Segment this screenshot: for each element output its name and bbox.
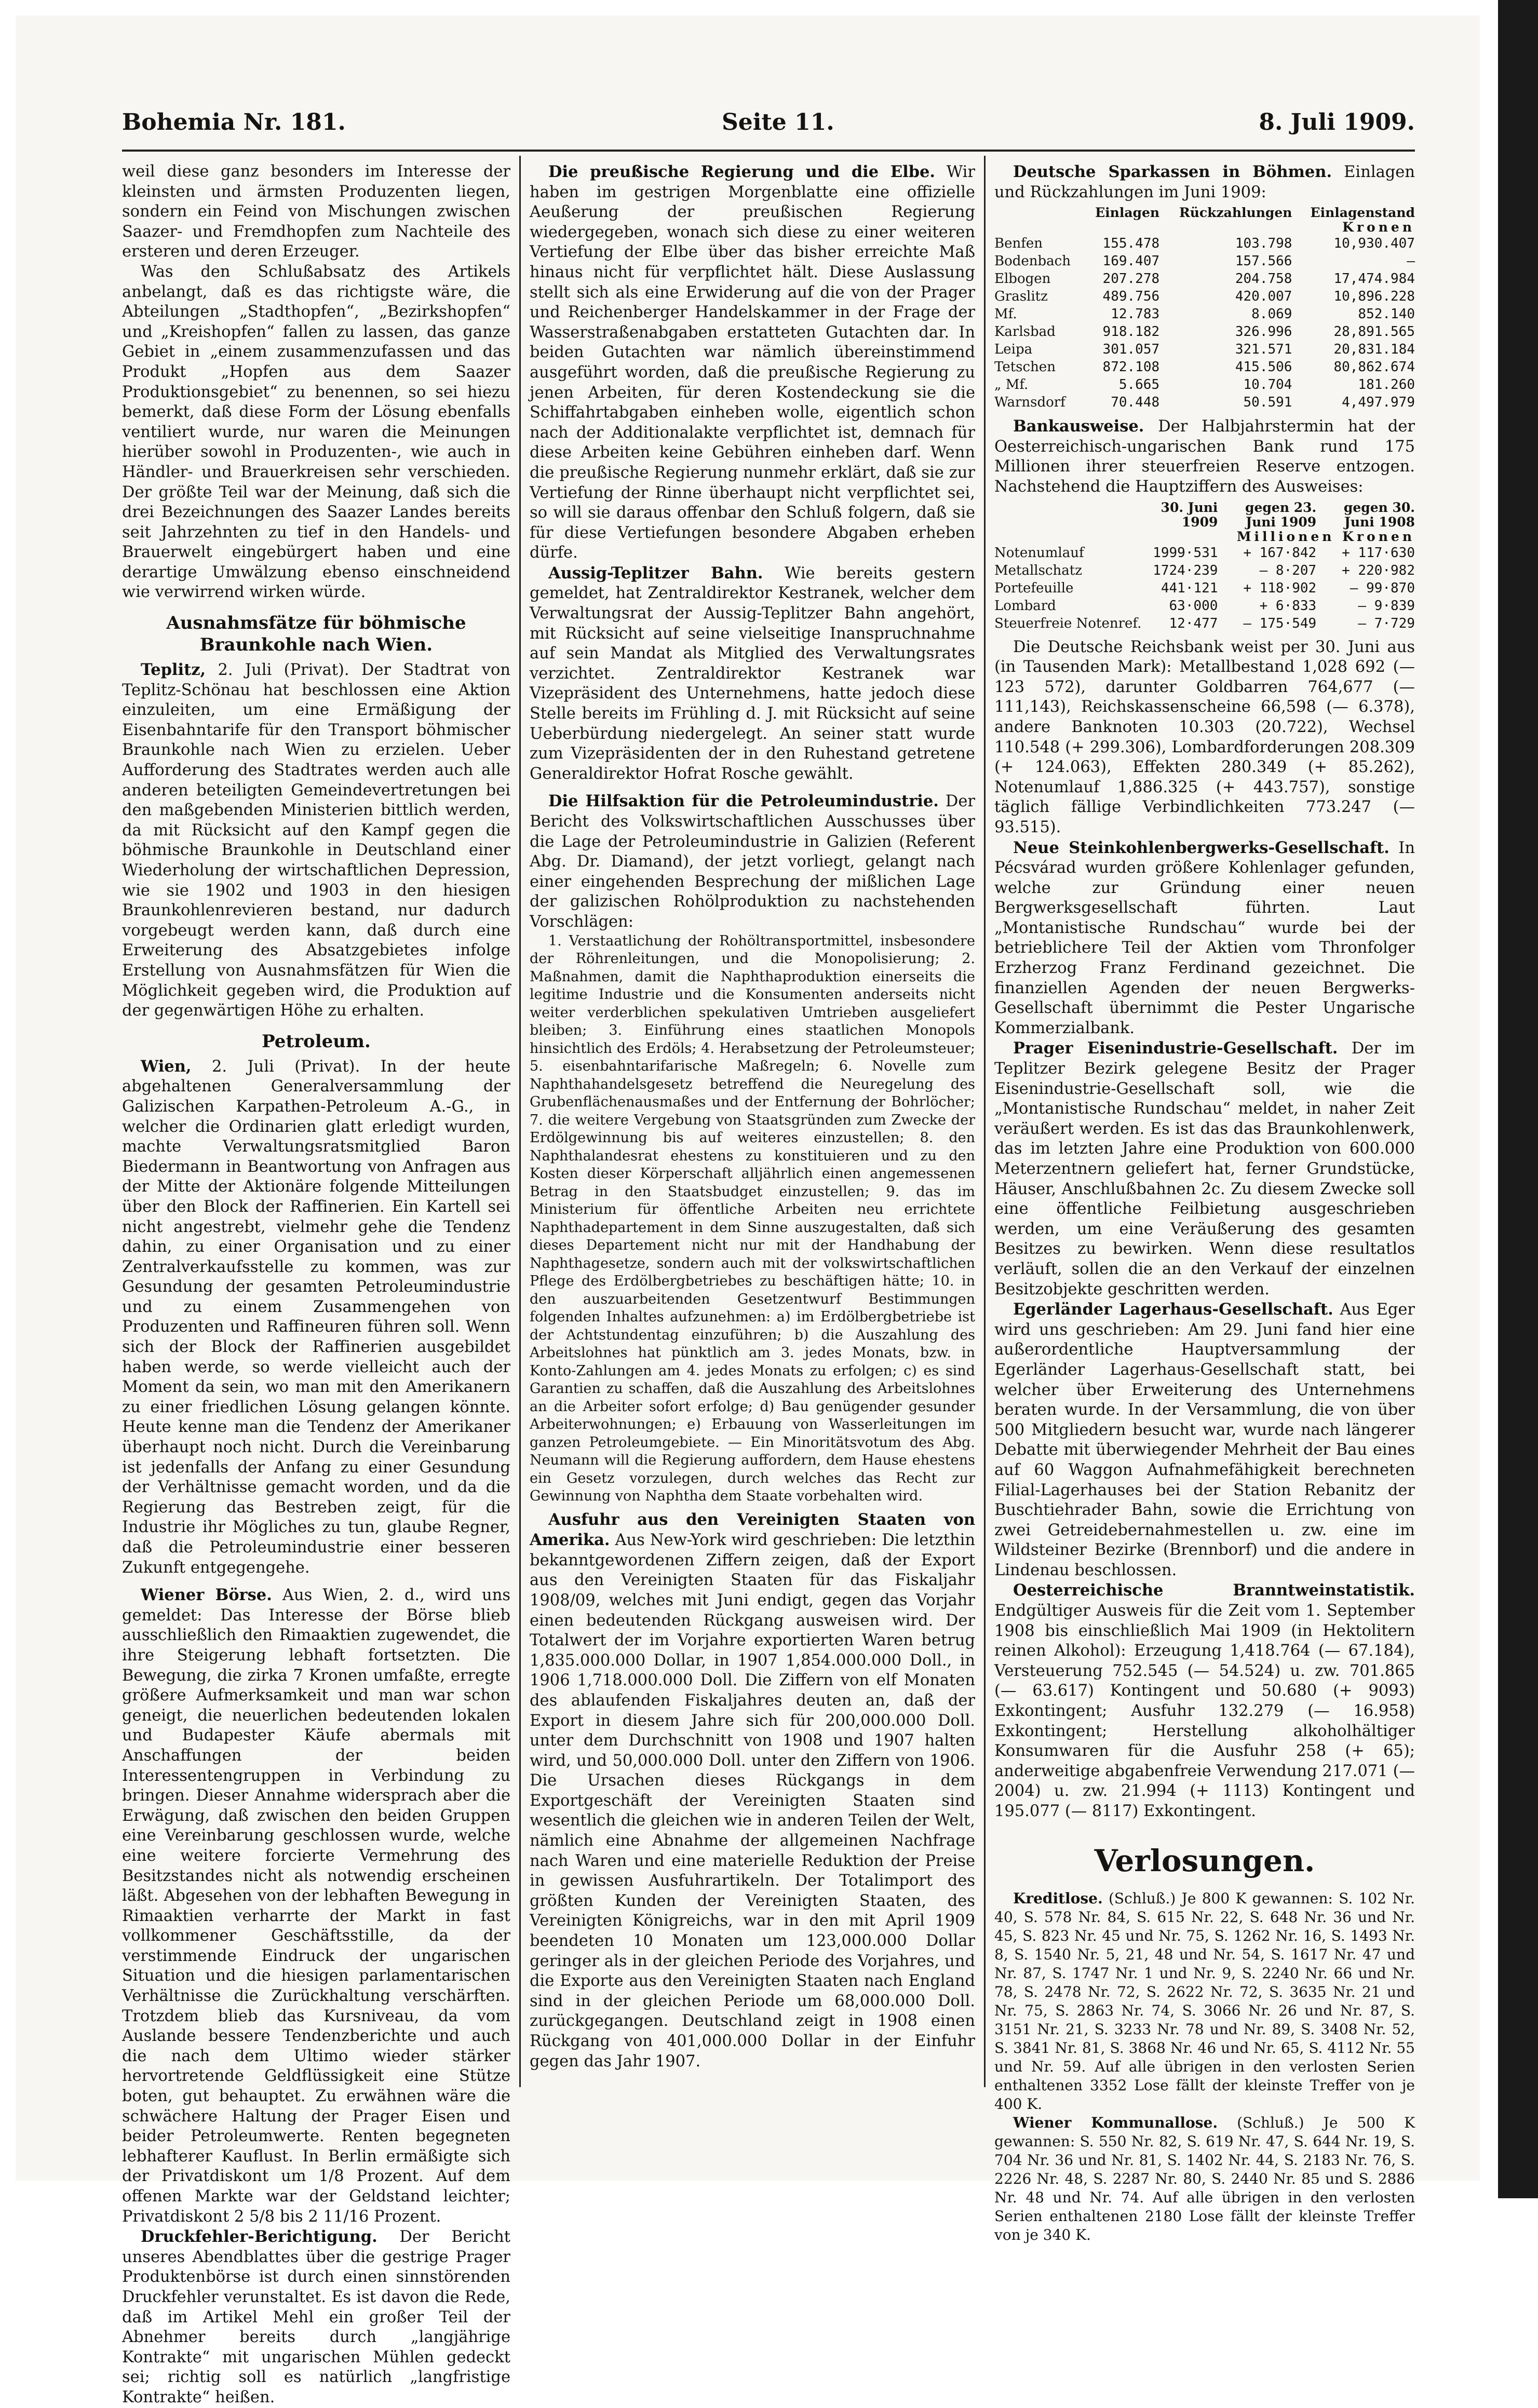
dateline: Wien, [141,1057,192,1076]
article-lead: Wiener Börse. [141,1586,272,1605]
table-cell: 63·000 [1169,598,1218,614]
table-cell: 12·477 [1169,615,1218,631]
section-heading: Verlosungen. [1094,1843,1315,1878]
table-header: Einlagenstand [1310,205,1415,221]
table-cell: 10,930.407 [1333,236,1415,252]
table-cell: 918.182 [1102,324,1160,340]
newspaper-issue: Bohemia Nr. 181. [122,109,346,136]
table-row [994,597,1415,615]
table-cell: + 220·982 [1342,562,1415,578]
table-row [994,615,1415,632]
article-paragraph: Was den Schlußabsatz des Artikels anbelangt, daß es das richtigste wäre, die Abteilungen „Stadthopfen“, „Bezirkshopfen“ und „Kreishopfen“ fallen zu lassen, das ganze Gebiet in „einem zusammenzufassen und das Produkt „Hopfen aus dem Saazer Produktionsgebiet“ zu benennen, so sei hiezu bemerkt, daß diese Form der Lösung ebenfalls ventiliert wurde, nur waren die Meinungen hierüber sowohl in Produzenten-, wie auch in Händler- und Brauerkreisen sehr verschieden. Der größte Teil war der Meinung, daß sich die drei Bezeichnungen des Saazer Landes bereits seit Jahrzehnten zu tief in den Handels- und Brauerwelt eingebürgert haben und eine derartige Umwälzung ebenso einschneidend wie verwirrend wirken würde. [122,262,510,602]
sparkassen-table [994,206,1415,411]
table-header [994,206,1084,220]
table-cell: + 117·630 [1342,545,1415,561]
table-header: gegen 23. Juni 1909 [1245,499,1317,530]
article-text: In Pécsvárad wurden größere Kohlenlager gefunden, welche zur Gründung einer neuen Bergwerksgesellschaft führten. Laut „Montanistische Rundschau“ wurde bei der betrieblichere Teil der Aktien vom Thronfolger Erzherzog Franz Ferdinand gezeichnet. Die finanziellen Agenden der neuen Bergwerks-Gesellschaft übernimmt die Pester Ungarische Kommerzialbank. [994,838,1415,1037]
bank-rows [994,544,1415,632]
table-cell: 326.996 [1235,324,1292,340]
row-label: Leipa [994,342,1033,358]
row-label: Notenumlauf [994,545,1084,561]
table-row [994,288,1415,305]
table-cell: 17,474.984 [1333,271,1415,287]
table-row [994,235,1415,252]
table-cell: 872.108 [1102,359,1160,375]
column-middle [530,162,975,2093]
article-paragraph [994,1300,1415,1580]
article-paragraph [530,563,975,784]
table-cell: 50.591 [1243,395,1292,411]
table-cell: — 99·870 [1350,580,1415,596]
article-list: 1. Verstaatlichung der Rohöltransportmittel, insbesondere der Röhrenleitungen, und die Monopolisierung; 2. Maßnahmen, damit die Naphthaproduktion einerseits die legitime Industrie und die Konsumenten anderseits nicht weiter verderblichen spekulativen Umtrieben ausgeliefert bleiben; 3. Einführung eines staatlichen Monopols hinsichtlich des Erdöls; 4. Herabsetzung der Petroleumsteuer; 5. eisenbahntarifarische Maßregeln; 6. Novelle zum Naphthahandelsgesetz betreffend die Neuregelung des Grubenflächenausmaßes und der Entfernung der Bohrlöcher; 7. die weitere Vergebung von Staatsgründen zum Zwecke der Erdölgewinnung bis auf weiteres einzustellen; 8. den Naphthalandesrat ehestens zu konstituieren und zu den Kosten dieser Körperschaft alljährlich einen angemessenen Betrag in den Staatsbudget einzustellen; 9. das im Ministerium für öffentliche Arbeiten neu errichtete Naphthadepartement in dem Sinne auszugestalten, daß sich dieses Departement nicht nur mit der Handhabung der Naphthagesetze, sondern auch mit der volkswirtschaftlichen Pflege des Erdölbergbetriebes zu beschäftigen hätte; 10. in den auszuarbeitenden Gesetzentwurf Bestimmungen folgenden Inhaltes aufzunehmen: a) im Erdölbergbetriebe ist der Achtstundentag einzuführen; b) die Auszahlung des Arbeitslohnes hat pünktlich am 3. jedes Monats, bzw. in Konto-Zahlungen am 4. jedes Monats zu erfolgen; c) es sind Garantien zu schaffen, daß die Auszahlung des Arbeitslohnes an die Arbeiter sofort erfolge; d) Bau genügender gesunder Arbeiterwohnungen; e) Erbauung von Wasserleitungen im ganzen Petroleumgebiete. — Ein Minoritätsvotum des Abg. Neumann will die Regierung auffordern, dem Hause ehestens ein Gesetz vorzulegen, durch welches das Recht zur Gewinnung von Naphtha dem Staate vorbehalten wird. [530,932,975,1505]
row-label: Mf. [994,306,1017,322]
row-label: Steuerfreie Notenref. [994,615,1142,631]
table-row [994,305,1415,323]
page-number: Seite 11. [722,109,834,136]
table-cell: 155.478 [1102,236,1160,252]
table-units: Kronen [1342,220,1415,235]
article-lead: Neue Steinkohlenbergwerks-Gesellschaft. [1013,838,1389,857]
table-cell: 301.057 [1102,342,1160,358]
article-paragraph [994,838,1415,1039]
table-row [994,544,1415,562]
table-cell: — 7·729 [1358,615,1415,631]
sparkassen-rows [994,235,1415,411]
table-cell: + 118·902 [1243,580,1317,596]
bank-table [994,500,1415,632]
table-cell: — 8·207 [1259,562,1317,578]
table-row [994,323,1415,341]
article-lead: Prager Eisenindustrie-Gesellschaft. [1013,1039,1338,1058]
article-lead: Egerländer Lagerhaus-Gesellschaft. [1013,1300,1333,1319]
table-units: Millionen Kronen [1236,529,1415,544]
header-rule [122,150,1415,152]
table-cell: — 9·839 [1358,598,1415,614]
table-header: gegen 30. Juni 1908 [1343,499,1415,530]
article-text: Der Bericht unseres Abendblattes über die gestrige Prager Produktenbörse ist durch einen sinnstörenden Druckfehler verunstaltet. Es ist davon die Rede, daß im Artikel Mehl ein großer Teil der Abnehmer bereits durch „langjährige Kontrakte“ mit ungarischen Mühlen gedeckt sei; richtig soll es natürlich „langfristige Kontrakte“ heißen. [122,2228,510,2406]
row-label: Elbogen [994,271,1051,287]
article-text: Der Bericht des Volkswirtschaftlichen Ausschusses über die Lage der Petroleumindustrie in Galizien (Referent Abg. Dr. Diamand), der jetzt vorliegt, gelangt nach einer eingehenden Besprechung der mißlichen Lage der galizischen Rohölproduktion zu nachstehenden Vorschlägen: [530,792,975,931]
table-cell: 70.448 [1111,395,1160,411]
table-cell: 10.704 [1243,377,1292,393]
row-label: Benfen [994,236,1043,252]
column-divider [984,156,986,2087]
article-text: 2. Juli (Privat). Der Stadtrat von Teplitz-Schönau hat beschlossen eine Aktion einzuleiten, um eine Ermäßigung der Eisenbahntarife für den Transport böhmischer Braunkohle nach Wien zu erzielen. Ueber Aufforderung des Stadtrates werden auch alle anderen beteiligten Gemeindevertretungen bei den maßgebenden Ministerien bittlich werden, da mit Rücksicht auf den Kampf gegen die böhmische Braunkohle in Deutschland einer Wiederholung der wirtschaftlichen Depression, wie sie 1902 und 1903 in den hiesigen Braunkohlenrevieren bestand, nur dadurch vorgebeugt werden kann, daß durch eine Erweiterung des Absatzgebietes infolge Erstellung von Ausnahmsfätzen für Wien die Möglichkeit gegeben wird, die Produktion auf der gegenwärtigen Höhe zu erhalten. [122,661,510,1020]
table-row [994,394,1415,411]
scan-border [1498,0,1538,2198]
row-label: Warnsdorf [994,395,1065,411]
article-text: (Schluß.) Je 800 K gewannen: S. 102 Nr. 40, S. 578 Nr. 84, S. 615 Nr. 22, S. 648 Nr. 36 und Nr. 45, S. 823 Nr. 45 und Nr. 75, S. 1262 Nr. 16, S. 1493 Nr. 8, S. 1540 Nr. 5, 21, 48 und Nr. 54, S. 1617 Nr. 47 und Nr. 87, S. 1747 Nr. 1 und Nr. 9, S. 2240 Nr. 66 und Nr. 78, S. 2478 Nr. 72, S. 2622 Nr. 72, S. 3635 Nr. 21 und Nr. 75, S. 2863 Nr. 74, S. 3066 Nr. 26 und Nr. 87, S. 3151 Nr. 21, S. 3233 Nr. 78 und Nr. 89, S. 3408 Nr. 52, S. 3841 Nr. 81, S. 3868 Nr. 46 und Nr. 65, S. 4112 Nr. 55 und Nr. 59. Auf alle übrigen in den verlosten Serien enthaltenen 3352 Lose fällt der kleinste Treffer von je 400 K. [994,1889,1415,2113]
article-lead: Oesterreichische Branntweinstatistik. [1013,1581,1415,1600]
table-row [994,562,1415,579]
table-cell: 12.783 [1111,306,1160,322]
row-label: Bodenbach [994,253,1071,269]
article-paragraph: Die Deutsche Reichsbank weist per 30. Juni aus (in Tausenden Mark): Metallbestand 1,028 692 (— 123 572), darunter Goldbarren 764,677 (— 111,143), Reichskassenscheine 66,598 (— 6.378), andere Banknoten 10.303 (20.722), Wechsel 110.548 (+ 299.306), Lombardforderungen 208.309 (+ 124.063), Effekten 280.349 (+ 85.262), Notenumlauf 1,886.325 (+ 443.757), sonstige täglich fällige Verbindlichkeiten 773.247 (— 93.515). [994,638,1415,836]
table-cell: 420.007 [1235,289,1292,305]
column-left [122,162,510,2406]
article-text: (Schluß.) Je 500 K gewannen: S. 550 Nr. 82, S. 619 Nr. 47, S. 644 Nr. 19, S. 704 Nr. 36 und Nr. 81, S. 1402 Nr. 44, S. 2183 Nr. 76, S. 2226 Nr. 48, S. 2287 Nr. 80, S. 2440 Nr. 85 und S. 2886 Nr. 48 und Nr. 74. Auf alle übrigen in den verlosten Serien enthaltenen 2180 Lose fällt der kleinste Treffer von je 340 K. [994,2114,1415,2243]
table-header-row [994,206,1415,220]
row-label: Graslitz [994,289,1048,305]
row-label: Portefeuille [994,580,1074,596]
table-cell: 207.278 [1102,271,1160,287]
table-row [994,270,1415,288]
article-paragraph [994,2114,1415,2244]
article-paragraph [530,162,975,563]
article-text: Aus Wien, 2. d., wird uns gemeldet: Das Interesse der Börse blieb ausschließlich den Rimaaktien zugewendet, die ihre Steigerung lebhaft fortsetzten. Die Bewegung, die zirka 7 Kronen umfaßte, erregte größere Aufmerksamkeit und man war schon geneigt, die neuerlichen bedeutenden lokalen und Budapester Käufe abermals mit Anschaffungen der beiden Interessentengruppen in Verbindung zu bringen. Dieser Annahme widersprach aber die Erwägung, daß zwischen den beiden Gruppen eine Vereinbarung geschlossen wurde, welche eine weitere forcierte Vermehrung des Besitzstandes nicht als notwendig erscheinen läßt. Abgesehen von der lebhaften Bewegung in Rimaaktien verharrte der Markt in fast vollkommener Geschäftsstille, da der verstimmende Eindruck der ungarischen Situation und die hiesigen parlamentarischen Verhältnisse die Zurückhaltung verschärften. Trotzdem blieb das Kursniveau, da vom Auslande bessere Tendenzberichte und auch die nach dem Ultimo wieder stärker hervortretende Geldflüssigkeit eine Stütze boten, gut behauptet. Zu erwähnen wäre die schwächere Haltung der Prager Eisen und beider Petroleumwerte. Renten begegneten lebhafterer Kauflust. In Berlin ermäßigte sich der Privatdiskont um 1/8 Prozent. Auf dem offenen Markte war der Geldstand leichter; Privatdiskont 2 5/8 bis 2 11/16 Prozent. [122,1586,510,2226]
table-cell: 169.407 [1102,253,1160,269]
article-lead: Wiener Kommunallose. [1013,2114,1218,2131]
article-paragraph [994,1580,1415,1821]
article-paragraph [122,1057,510,1578]
article-lead: Kreditlose. [1013,1889,1103,1907]
table-cell: 28,891.565 [1333,324,1415,340]
row-label: Metallschatz [994,562,1082,578]
table-header-row [994,500,1415,530]
table-row [994,376,1415,394]
article-paragraph: weil diese ganz besonders im Interesse der kleinsten und ärmsten Produzenten liegen, sondern ein Feind von Mischungen zwischen Saazer- und Fremdhopfen zum Nachteile des ersteren und deren Erzeuger. [122,163,510,261]
article-text: Wie bereits gestern gemeldet, hat Zentraldirektor Kestranek, welcher dem Verwaltungsrat der Aussig-Teplitzer Bahn angehört, mit Rücksicht auf seine vielseitige Inanspruchnahme auf sein Mandat als Mitglied des Verwaltungsrates verzichtet. Zentraldirektor Kestranek war Vizepräsident des Unternehmens, hatte jedoch diese Stelle bereits im Frühling d. J. mit Rücksicht auf seine Ueberbürdung niedergelegt. An seiner statt wurde zum Vizepräsidenten der in den Ruhestand getretene Generaldirektor Hofrat Rosche gewählt. [530,564,975,783]
table-cell: + 6·833 [1259,598,1317,614]
section-heading: Petroleum. [262,1031,371,1052]
table-row [994,358,1415,376]
article-lead: Bankausweise. [1013,417,1144,436]
row-label: Lombard [994,598,1056,614]
table-header: 30. Juni 1909 [1161,499,1218,530]
article-text: Aus New-York wird geschrieben: Die letzthin bekanntgewordenen Ziffern zeigen, daß der Export aus den Vereinigten Staaten für das Fiskaljahr 1908/09, welches mit Juni endigt, gegen das Vorjahr einen bedeutenden Rückgang ausweisen wird. Der Totalwert der im Vorjahre exportierten Waren betrug 1,835.000.000 Dollar, in 1907 1,854.000.000 Doll., in 1906 1,718.000.000 Doll. Die Ziffern von elf Monaten des ablaufenden Fiskaljahres deuten an, daß der Export in diesem Jahre sich für 200,000.000 Doll. unter dem Durchschnitt von 1908 und 1907 halten wird, und 50,000.000 Doll. unter den Ziffern von 1906. Die Ursachen dieses Rückgangs in dem Exportgeschäft der Vereinigten Staaten sind wesentlich die gleichen wie in anderen Teilen der Welt, nämlich eine Abnahme der allgemeinen Nachfrage nach Waren und eine materielle Reduktion der Preise in gewissen Ausfuhrartikeln. Der Totalimport des größten Kunden der Vereinigten Staaten, des Vereinigten Königreichs, war in den mit April 1909 beendeten 10 Monaten um 123,000.000 Dollar geringer als in der gleichen Periode des Vorjahres, und die Exporte aus den Vereinigten Staaten nach England sind in der gleichen Periode um 68,000.000 Doll. zurückgegangen. Deutschland zeigt in 1908 einen Rückgang von 401,000.000 Dollar in der Einfuhr gegen das Jahr 1907. [530,1531,975,2071]
table-row [994,252,1415,270]
table-cell: 8.069 [1251,306,1292,322]
article-text: Einlagen und Rückzahlungen im Juni 1909: [994,163,1415,201]
table-cell: 20,831.184 [1333,342,1415,358]
row-label: Tetschen [994,359,1056,375]
table-cell: 10,896.228 [1333,289,1415,305]
article-paragraph [530,1510,975,2072]
article-lead: Deutsche Sparkassen in Böhmen. [1013,163,1332,181]
article-paragraph [994,1889,1415,2114]
table-row [994,341,1415,358]
article-paragraph [122,2227,510,2407]
table-header [994,500,1141,530]
table-cell: 1724·239 [1153,562,1218,578]
table-cell: 181.260 [1358,377,1415,393]
table-cell: 157.566 [1235,253,1292,269]
column-right [994,162,1415,2243]
table-cell: + 167·842 [1243,545,1317,561]
article-paragraph [994,162,1415,202]
article-text: Aus Eger wird uns geschrieben: Am 29. Juni fand hier eine außerordentliche Hauptversammlung der Egerländer Lagerhaus-Gesellschaft statt, bei welcher über Erweiterung des Unternehmens beraten wurde. In der Versammlung, die von über 500 Mitgliedern besucht war, wurde nach längerer Debatte mit überwiegender Mehrheit der Bau eines auf 60 Waggon Aufnahmefähigkeit berechneten Filial-Lagerhauses bei der Station Rebanitz der Buschtiehrader Bahn, sowie die Errichtung von zwei Getreidebernahmestellen u. zw. eine im Wildsteiner Bezirke (Brennborf) und die andere in Lindenau beschlossen. [994,1301,1415,1579]
table-cell: 441·121 [1161,580,1218,596]
table-cell: 1999·531 [1153,545,1218,561]
article-paragraph [122,1585,510,2227]
page-header [122,109,1415,145]
table-cell: 852.140 [1358,306,1415,322]
table-cell: 204.758 [1235,271,1292,287]
table-cell: 321.571 [1235,342,1292,358]
article-lead: Aussig-Teplitzer Bahn. [548,563,763,583]
article-lead: Die Hilfsaktion für die Petroleumindustrie. [548,792,939,811]
table-cell: 5.665 [1118,377,1160,393]
table-cell: — [1407,253,1415,269]
row-label: „ Mf. [994,377,1029,393]
table-header: Rückzahlungen [1179,205,1292,221]
table-header: Einlagen [1095,205,1160,221]
table-cell: 489.756 [1102,289,1160,305]
article-lead: Druckfehler-Berichtigung. [141,2227,377,2247]
article-text: Wir haben im gestrigen Morgenblatte eine offizielle Aeußerung der preußischen Regierung wiedergegeben, wonach sich diese zu einer weiteren Vertiefung der Elbe über das bisher erreichte Maß hinaus nicht für verpflichtet hält. Diese Auslassung stellt sich als eine Erwiderung auf die von der Prager und Reichenberger Handelskammer in der Frage der Wasserstraßenabgaben erstatteten Gutachten dar. In beiden Gutachten war nämlich übereinstimmend ausgeführt worden, daß die preußische Regierung zu jenen Arbeiten, für deren Kostendeckung sie die Schiffahrtabgaben einheben wolle, eigentlich schon nach der Additionalakte verpflichtet ist, demnach für diese Arbeiten keine Gebühren einheben darf. Wenn die preußische Regierung nunmehr erklärt, daß sie zur Vertiefung der Rinne überhaupt nicht verpflichtet sei, so will sie daraus offenbar den Schluß folgern, daß sie für diese Vertiefungen besondere Abgaben erheben dürfe. [530,163,975,562]
article-paragraph [994,416,1415,497]
article-paragraph [530,791,975,932]
table-cell: 80,862.674 [1333,359,1415,375]
section-heading: Ausnahmsfätze für böhmische Braunkohle nach Wien. [166,613,466,656]
column-divider [519,156,521,2087]
article-lead: Die preußische Regierung und die Elbe. [548,163,936,181]
dateline: Teplitz, [141,660,206,680]
row-label: Karlsbad [994,324,1056,340]
table-cell: 4,497.979 [1342,395,1415,411]
table-cell: 103.798 [1235,236,1292,252]
article-text: Der Halbjahrstermin hat der Oesterreichisch-ungarischen Bank rund 175 Millionen ihrer steuerfreien Reserve entzogen. Nachstehend die Hauptziffern des Ausweises: [994,417,1415,496]
table-cell: 415.506 [1235,359,1292,375]
article-text: Der im Teplitzer Bezirk gelegene Besitz der Prager Eisenindustrie-Gesellschaft soll, wie die „Montanistische Rundschau“ meldet, in naher Zeit veräußert werden. Es ist das das Braunkohlenwerk, das im letzten Jahre eine Produktion von 600.000 Meterzentnern geliefert hat, ferner Grundstücke, Häuser, Anschlußbahnen 2c. Zu diesem Zwecke soll eine öffentliche Feilbietung ausgeschrieben werden, um eine Veräußerung des gesamten Besitzes zu bewirken. Wenn diese resultatlos verläuft, sollen die an den Verkauf der einzelnen Besitzobjekte geschritten werden. [994,1039,1415,1298]
issue-date: 8. Juli 1909. [1259,109,1415,136]
article-lead: Ausfuhr aus den Vereinigten Staaten von Amerika. [530,1510,975,1550]
article-paragraph [122,660,510,1021]
article-text: Endgültiger Ausweis für die Zeit vom 1. September 1908 bis einschließlich Mai 1909 (in Hektolitern reinen Alkohol): Erzeugung 1,418.764 (— 67.184), Versteuerung 752.545 (— 54.524) u. zw. 701.865 (— 63.617) Kontingent und 50.680 (+ 9093) Exkontingent; Ausfuhr 132.279 (— 16.958) Exkontingent; Herstellung alkoholhältiger Konsumwaren für die Ausfuhr 258 (+ 65); anderweitige abgabenfreie Verwendung 217.071 (— 2004) u. zw. 21.994 (+ 1113) Kontingent und 195.077 (— 8117) Exkontingent. [994,1602,1415,1820]
article-paragraph [994,1038,1415,1300]
table-cell: — 175·549 [1243,615,1317,631]
article-text: 2. Juli (Privat). In der heute abgehaltenen Generalversammlung der Galizischen Karpathen-Petroleum A.-G., in welcher die Ordinarien glatt erledigt wurden, machte Verwaltungsratsmitglied Baron Biedermann in Beantwortung von Anfragen aus der Mitte der Aktionäre folgende Mitteilungen über den Block der Raffinerien. Ein Kartell sei nicht angestrebt, vielmehr gehe die Tendenz dahin, zu einer Organisation und zu einer Zentralverkaufsstelle zu kommen, was zur Gesundung der gesamten Petroleumindustrie und zu einem Zusammengehen von Produzenten und Raffineuren führen soll. Wenn sich der Block der Raffinerien ausgebildet haben werde, so werde vielleicht auch der Moment da sein, wo man mit den Amerikanern zu einer friedlichen Lösung gelangen könnte. Heute kenne man die Tendenz der Amerikaner überhaupt noch nicht. Durch die Vereinbarung ist jedenfalls der Anfang zu einer Gesundung der Verhältnisse gemacht worden, und da die Regierung das Bestreben zeigt, für die Industrie ihr Mögliches zu tun, glaube Regner, daß die Petroleumindustrie einer besseren Zukunft entgegengehe. [122,1057,510,1577]
table-row [994,579,1415,597]
